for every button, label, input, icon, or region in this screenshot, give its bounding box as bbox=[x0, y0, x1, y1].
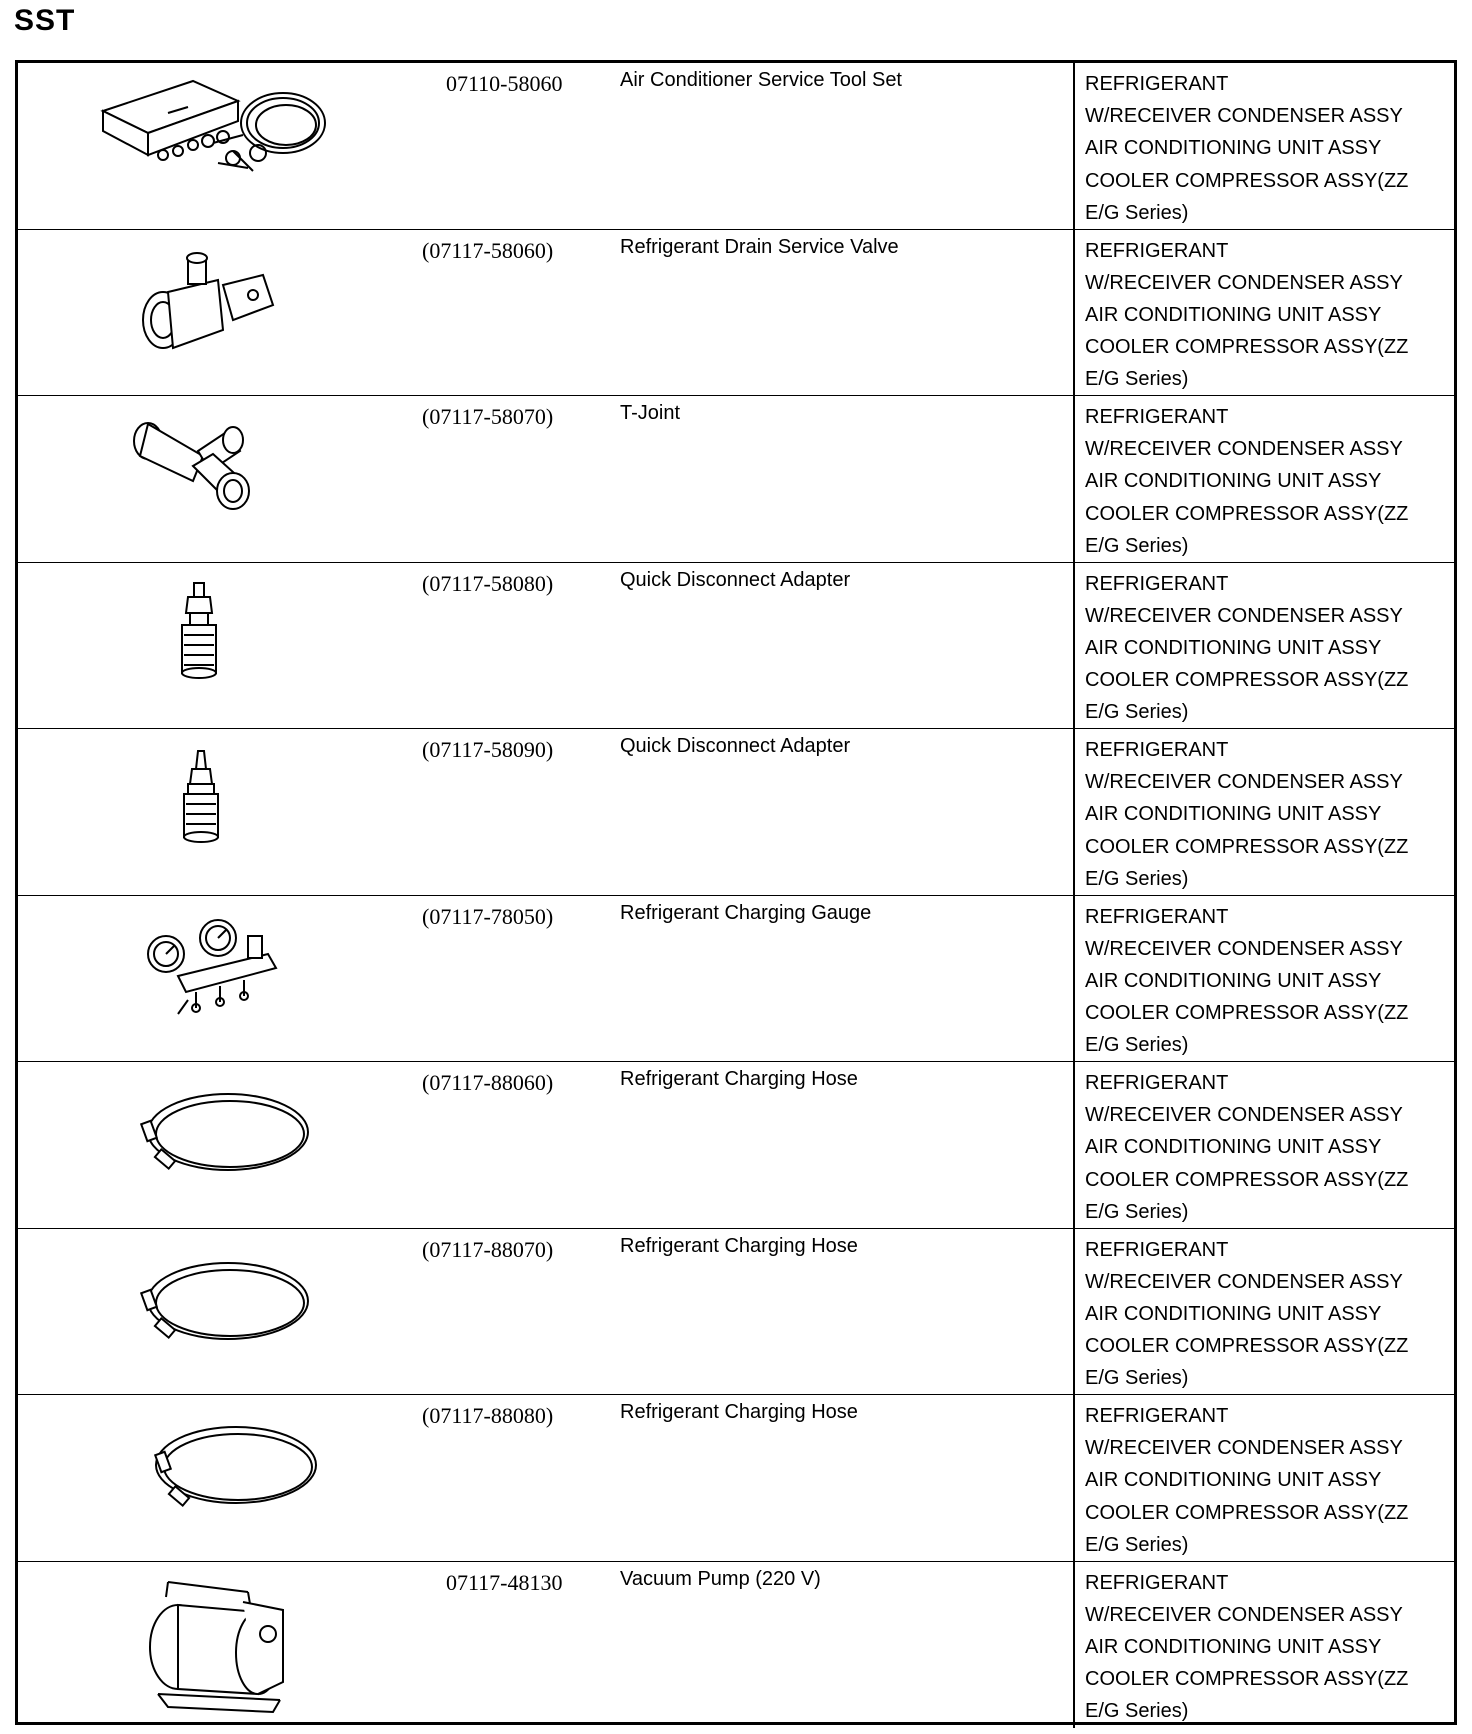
applies-to-item: AIR CONDITIONING UNIT ASSY bbox=[1085, 1136, 1382, 1159]
part-number: (07117-58080) bbox=[422, 570, 554, 596]
applies-to-item: AIR CONDITIONING UNIT ASSY bbox=[1085, 1302, 1382, 1325]
table-row bbox=[18, 1062, 1454, 1229]
applies-to-item: AIR CONDITIONING UNIT ASSY bbox=[1085, 303, 1382, 326]
applies-to-item: E/G Series) bbox=[1085, 867, 1189, 890]
table-row bbox=[18, 63, 1454, 230]
charging-hose-icon bbox=[18, 1395, 438, 1561]
part-number: 07117-48130 bbox=[446, 1569, 563, 1595]
applies-to-item: E/G Series) bbox=[1085, 201, 1189, 224]
applies-to-item: W/RECEIVER CONDENSER ASSY bbox=[1085, 105, 1403, 128]
applies-to-item: COOLER COMPRESSOR ASSY(ZZ bbox=[1085, 1501, 1409, 1524]
applies-to-item: REFRIGERANT bbox=[1085, 73, 1229, 95]
applies-to-item: W/RECEIVER CONDENSER ASSY bbox=[1085, 1104, 1403, 1127]
service-tool-set-icon bbox=[18, 63, 438, 229]
table-row bbox=[18, 563, 1454, 730]
applies-to-item: E/G Series) bbox=[1085, 1367, 1189, 1390]
applies-to-item: AIR CONDITIONING UNIT ASSY bbox=[1085, 636, 1382, 659]
applies-to-item: E/G Series) bbox=[1085, 1700, 1189, 1723]
charging-hose-icon bbox=[18, 1229, 438, 1395]
applies-to-item: W/RECEIVER CONDENSER ASSY bbox=[1085, 1437, 1403, 1460]
applies-to-item: W/RECEIVER CONDENSER ASSY bbox=[1085, 1270, 1403, 1293]
table-row bbox=[18, 729, 1454, 896]
applies-to-item: AIR CONDITIONING UNIT ASSY bbox=[1085, 470, 1382, 493]
applies-to-item: COOLER COMPRESSOR ASSY(ZZ bbox=[1085, 1668, 1409, 1691]
t-joint-icon bbox=[18, 396, 438, 562]
applies-to-item: REFRIGERANT bbox=[1085, 239, 1229, 262]
applies-to-list bbox=[1073, 1395, 1454, 1561]
vacuum-pump-icon bbox=[18, 1562, 438, 1729]
applies-to-list bbox=[1073, 563, 1454, 729]
applies-to-item: REFRIGERANT bbox=[1085, 905, 1229, 928]
table-row bbox=[18, 230, 1454, 397]
part-number: 07110-58060 bbox=[446, 71, 563, 96]
applies-to-list bbox=[1073, 63, 1454, 229]
applies-to-item: COOLER COMPRESSOR ASSY(ZZ bbox=[1085, 502, 1409, 525]
table-row bbox=[18, 1229, 1454, 1396]
applies-to-list bbox=[1073, 396, 1454, 562]
part-number: (07117-88070) bbox=[422, 1236, 554, 1262]
tool-name: Air Conditioner Service Tool Set bbox=[620, 69, 902, 91]
part-number: (07117-88060) bbox=[422, 1070, 554, 1095]
applies-to-item: REFRIGERANT bbox=[1085, 1405, 1229, 1427]
applies-to-item: E/G Series) bbox=[1085, 1034, 1189, 1057]
applies-to-item: COOLER COMPRESSOR ASSY(ZZ bbox=[1085, 1168, 1409, 1191]
applies-to-item: W/RECEIVER CONDENSER ASSY bbox=[1085, 771, 1403, 794]
applies-to-item: COOLER COMPRESSOR ASSY(ZZ bbox=[1085, 336, 1409, 359]
applies-to-item: AIR CONDITIONING UNIT ASSY bbox=[1085, 969, 1382, 992]
applies-to-list bbox=[1073, 1562, 1454, 1729]
applies-to-list bbox=[1073, 896, 1454, 1062]
applies-to-item: COOLER COMPRESSOR ASSY(ZZ bbox=[1085, 1335, 1409, 1358]
tool-name: Quick Disconnect Adapter bbox=[620, 735, 851, 757]
applies-to-item: E/G Series) bbox=[1085, 534, 1189, 557]
applies-to-item: E/G Series) bbox=[1085, 1533, 1189, 1556]
applies-to-item: W/RECEIVER CONDENSER ASSY bbox=[1085, 438, 1403, 461]
applies-to-item: REFRIGERANT bbox=[1085, 1571, 1229, 1594]
applies-to-item: AIR CONDITIONING UNIT ASSY bbox=[1085, 803, 1382, 826]
applies-to-item: REFRIGERANT bbox=[1085, 406, 1229, 428]
applies-to-item: E/G Series) bbox=[1085, 701, 1189, 724]
applies-to-item: E/G Series) bbox=[1085, 1200, 1189, 1223]
applies-to-item: AIR CONDITIONING UNIT ASSY bbox=[1085, 1469, 1382, 1492]
applies-to-list bbox=[1073, 230, 1454, 396]
applies-to-item: REFRIGERANT bbox=[1085, 1238, 1229, 1261]
table-row bbox=[18, 896, 1454, 1063]
sst-table bbox=[15, 60, 1457, 1725]
tool-name: Refrigerant Charging Hose bbox=[620, 1401, 858, 1423]
applies-to-item: AIR CONDITIONING UNIT ASSY bbox=[1085, 1635, 1382, 1658]
part-number: (07117-58070) bbox=[422, 404, 554, 429]
page-title: SST bbox=[14, 4, 76, 37]
applies-to-item: W/RECEIVER CONDENSER ASSY bbox=[1085, 937, 1403, 960]
applies-to-item: REFRIGERANT bbox=[1085, 572, 1229, 595]
charging-hose-icon bbox=[18, 1062, 438, 1228]
applies-to-item: E/G Series) bbox=[1085, 368, 1189, 391]
applies-to-item: COOLER COMPRESSOR ASSY(ZZ bbox=[1085, 1002, 1409, 1025]
applies-to-list bbox=[1073, 1229, 1454, 1395]
tool-name: Refrigerant Charging Hose bbox=[620, 1068, 858, 1090]
tool-name: Refrigerant Charging Gauge bbox=[620, 901, 872, 924]
applies-to-item: COOLER COMPRESSOR ASSY(ZZ bbox=[1085, 169, 1409, 192]
applies-to-list bbox=[1073, 1062, 1454, 1228]
applies-to-list bbox=[1073, 729, 1454, 895]
applies-to-item: W/RECEIVER CONDENSER ASSY bbox=[1085, 1603, 1403, 1626]
applies-to-item: REFRIGERANT bbox=[1085, 1072, 1229, 1094]
part-number: (07117-58060) bbox=[422, 237, 554, 263]
tool-name: Vacuum Pump (220 V) bbox=[620, 1567, 821, 1590]
applies-to-item: AIR CONDITIONING UNIT ASSY bbox=[1085, 137, 1382, 160]
applies-to-item: COOLER COMPRESSOR ASSY(ZZ bbox=[1085, 669, 1409, 692]
part-number: (07117-78050) bbox=[422, 903, 554, 929]
table-row bbox=[18, 1562, 1454, 1729]
part-number: (07117-88080) bbox=[422, 1403, 554, 1428]
applies-to-item: W/RECEIVER CONDENSER ASSY bbox=[1085, 604, 1403, 627]
tool-name: Quick Disconnect Adapter bbox=[620, 568, 851, 591]
drain-service-valve-icon bbox=[18, 230, 438, 396]
tool-name: T-Joint bbox=[620, 402, 681, 424]
applies-to-item: W/RECEIVER CONDENSER ASSY bbox=[1085, 271, 1403, 294]
quick-disconnect-adapter-icon bbox=[18, 563, 438, 729]
quick-disconnect-adapter-icon bbox=[18, 729, 438, 895]
applies-to-item: COOLER COMPRESSOR ASSY(ZZ bbox=[1085, 835, 1409, 858]
table-row bbox=[18, 1395, 1454, 1562]
tool-name: Refrigerant Drain Service Valve bbox=[620, 235, 899, 258]
part-number: (07117-58090) bbox=[422, 737, 554, 762]
tool-name: Refrigerant Charging Hose bbox=[620, 1234, 858, 1257]
applies-to-item: REFRIGERANT bbox=[1085, 739, 1229, 761]
table-row bbox=[18, 396, 1454, 563]
charging-gauge-icon bbox=[18, 896, 438, 1062]
